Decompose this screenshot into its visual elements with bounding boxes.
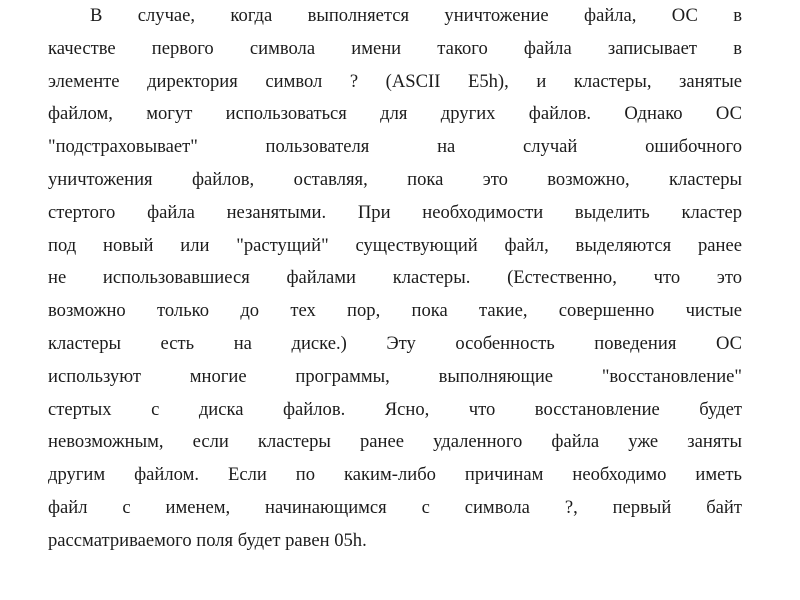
text-line: уничтожения файлов, оставляя, пока это возможно, кластеры — [48, 168, 742, 190]
text-line: В случае, когда выполняется уничтожение файла, ОС в — [90, 5, 742, 26]
text-line: невозможным, если кластеры ранее удаленного файла уже заняты — [48, 431, 742, 453]
text-line: возможно только до тех пор, пока такие, совершенно чистые — [48, 300, 742, 322]
text-line: используют многие программы, выполняющие "восстановление" — [48, 365, 742, 387]
body-paragraph — [48, 0, 742, 558]
text-line: файлом, могут использоваться для других файлов. Однако ОС — [48, 103, 742, 125]
text-line: стертого файла незанятыми. При необходимости выделить кластер — [48, 201, 742, 223]
text-line: другим файлом. Если по каким-либо причинам необходимо иметь — [48, 464, 742, 486]
text-line: рассматриваемого поля будет равен 05h. — [48, 529, 367, 551]
text-line: под новый или "растущий" существующий файл, выделяются ранее — [48, 234, 742, 256]
text-line: файл с именем, начинающимся с символа ?, первый байт — [48, 496, 742, 518]
text-line: "подстраховывает" пользователя на случай ошибочного — [48, 136, 742, 158]
text-line: не использовавшиеся файлами кластеры. (Естественно, что это — [48, 267, 742, 289]
text-line: кластеры есть на диске.) Эту особенность поведения ОС — [48, 332, 742, 354]
text-line: качестве первого символа имени такого файла записывает в — [48, 37, 742, 59]
text-line: элементе директория символ ? (ASCII E5h), и кластеры, занятые — [48, 70, 742, 92]
text-line: стертых с диска файлов. Ясно, что восстановление будет — [48, 398, 742, 420]
